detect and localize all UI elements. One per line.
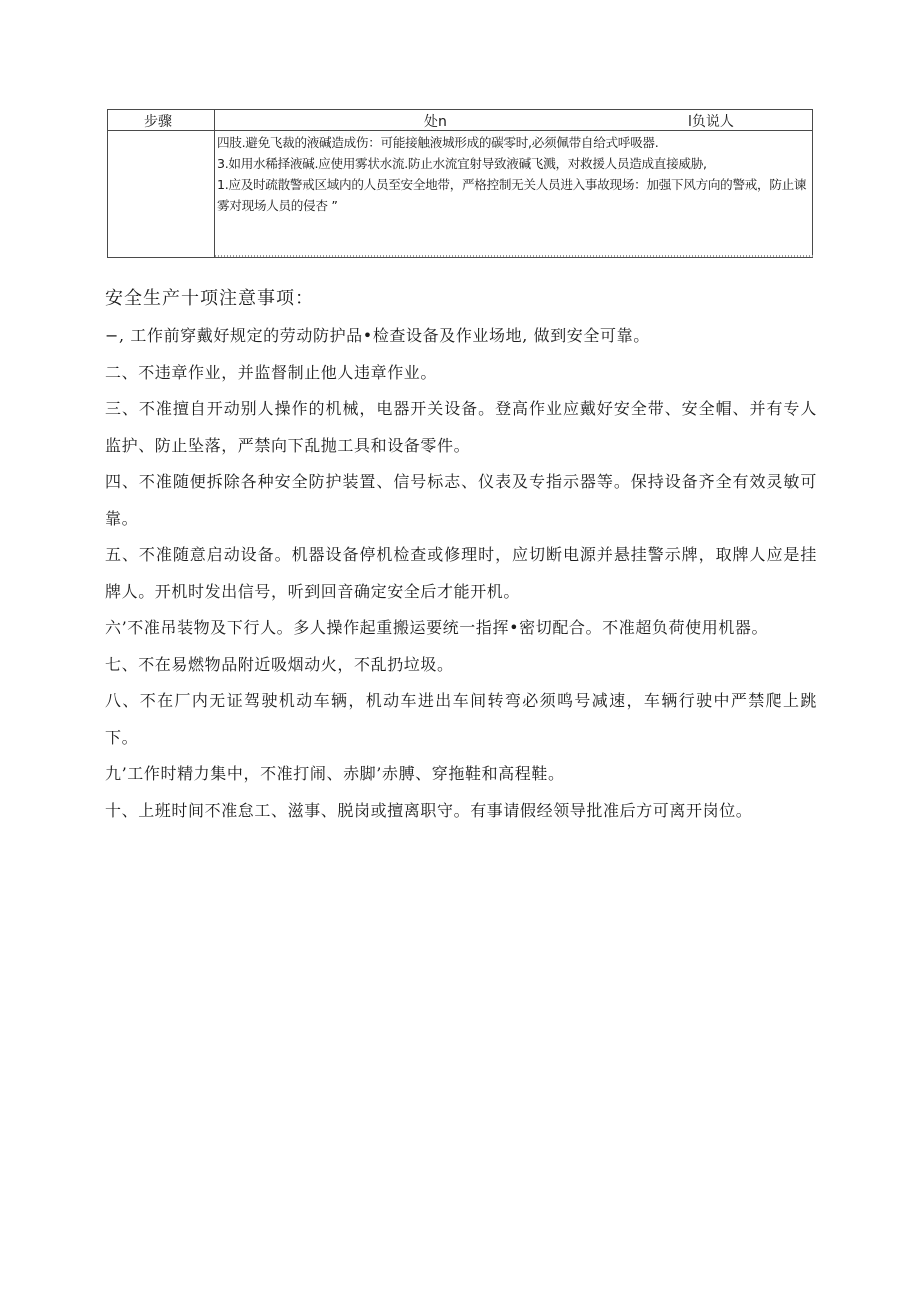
table-row [217, 132, 807, 216]
list-item: 四、不准随便拆除各种安全防护装置、信号标志、仪表及专指示器等。保持设备齐全有效灵敏可靠。 [105, 472, 817, 528]
header-step: 步骤 [144, 114, 172, 130]
row-line: 1.应及时疏散警戒区域内的人员至安全地带，严格控制无关人员进入事故现场：加强下风方向的警戒，防止谏雾对现场人员的侵杏 ” [217, 177, 807, 213]
table-column-divider [214, 110, 215, 257]
list-item: 五、不准随意启动设备。机器设备停机检查或修理时，应切断电源并悬挂警示牌，取牌人应是挂牌人。开机时发出信号，听到回音确定安全后才能开机。 [105, 545, 817, 601]
table-bottom-shade [215, 255, 813, 257]
list-item: 六’不准吊装物及下行人。多人操作起重搬运要统一指挥•密切配合。不准超负荷使用机器。 [105, 618, 769, 637]
list-item: 七、不在易燃物品附近吸烟动火，不乱扔垃圾。 [105, 654, 454, 674]
notice-list [105, 318, 817, 829]
list-item: 二、不违章作业，并监督制止他人违章作业。 [105, 362, 438, 382]
list-item: −, 工作前穿戴好规定的劳动防护品•检查设备及作业场地, 做到安全可靠。 [105, 326, 650, 345]
list-item: 八、不在厂内无证驾驶机动车辆，机动车进出车间转弯必须鸣号减速，车辆行驶中严禁爬上跳下。 [105, 691, 817, 747]
row-line: 3.如用水稀择液碱.应使用雾状水流.防止水流宜射导致液碱飞溅，对救援人员造成直接威胁, [217, 156, 707, 171]
row-line: 四肢.避免飞裁的液碱造成伤：可能接触液城形成的碳零时,必须佩带自给式呼吸器. [217, 135, 659, 150]
list-item: 九’工作时精力集中，不准打闹、赤脚’赤膊、穿拖鞋和高程鞋。 [105, 764, 565, 783]
header-action: 处n [424, 114, 447, 130]
header-owner: l负说人 [688, 114, 734, 130]
list-item: 十、上班时间不准怠工、滋事、脱岗或擅离职守。有事请假经领导批准后方可离开岗位。 [105, 800, 753, 820]
procedure-table [107, 109, 813, 258]
list-item: 三、不准擅自开动别人操作的机械，电器开关设备。登高作业应戴好安全带、安全帽、并有专人监护、防止坠落，严禁向下乱抛工具和设备零件。 [105, 399, 817, 455]
notice-title: 安全生产十项注意事项： [105, 288, 314, 309]
